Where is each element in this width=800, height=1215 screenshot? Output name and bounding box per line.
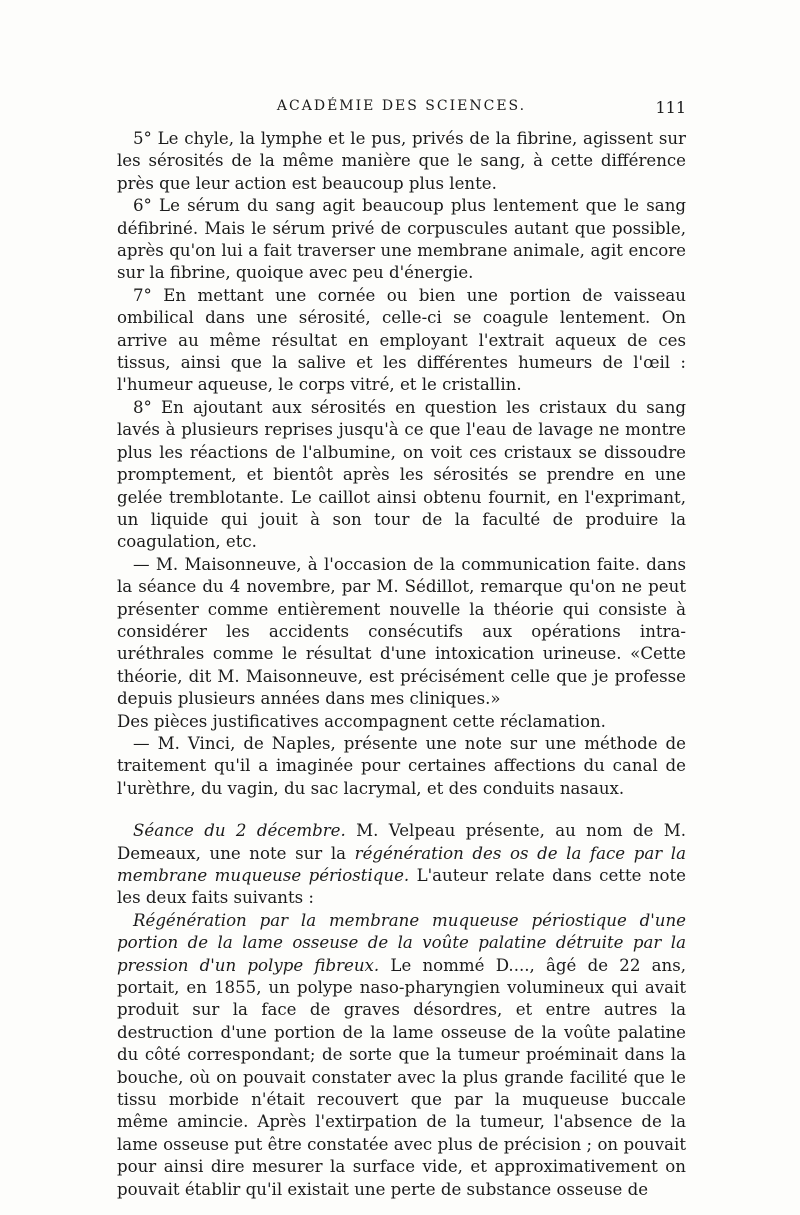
paragraph-5: 5° Le chyle, la lymphe et le pus, privés de la fibrine, agissent sur les sérosités de la même manière que le sang, à cette différence près que leur action est beaucoup plus lente. — [117, 129, 686, 193]
journal-title: ACADÉMIE DES SCIENCES. — [276, 98, 527, 114]
body-text — [117, 128, 686, 1201]
section-gap — [117, 800, 686, 820]
paragraph-maisonneuve: — M. Maisonneuve, à l'occasion de la communication faite. dans la séance du 4 novembre, par M. Sédillot, remarque qu'on ne peut présenter comme entièrement nouvelle la théorie qui consiste à considérer les accidents consécutifs aux opérations intra-uréthrales comme le résultat d'une intoxication urineuse. «Cette théorie, dit M. Maisonneuve, est précisément celle que je professe depuis plusieurs années dans mes cliniques.» — [117, 554, 686, 709]
note-title: régénération des os de la face par la membrane muqueuse périostique. — [117, 843, 686, 885]
case-title: Régénération par la membrane muqueuse périostique d'une portion de la lame osseuse de la voûte palatine détruite par la pression d'un polype fibreux. — [117, 910, 686, 975]
paragraph-8: 8° En ajoutant aux sérosités en question les cristaux du sang lavés à plusieurs reprises jusqu'à ce que l'eau de lavage ne montre plus les réactions de l'albumine, on voit ces cristaux se dissoudre promptement, et bientôt après les sérosités se prendre en une gelée tremblotante. Le caillot ainsi obtenu fournit, en l'exprimant, un liquide qui jouit à son tour de la faculté de produire la coagulation, etc. — [117, 397, 686, 552]
seance-intro: M. Velpeau présente, au nom de M. Demeaux, une note sur la — [117, 821, 686, 863]
page-number: 111 — [655, 98, 686, 117]
seance-date: Séance du 2 décembre. — [133, 821, 346, 841]
seance-intro-end: L'auteur relate dans cette note les deux faits suivants : — [117, 866, 687, 908]
case-paragraph — [117, 910, 686, 1201]
paragraph-6: 6° Le sérum du sang agit beaucoup plus lentement que le sang défibriné. Mais le sérum privé de corpuscules autant que possible, après qu'on lui a fait traverser une membrane animale, agit encore sur la fibrine, quoique avec peu d'énergie. — [117, 196, 686, 283]
case-text: Le nommé D...., âgé de 22 ans, portait, en 1855, un polype naso-pharyngien volumineux qui avait produit sur la face de graves désordres, et entre autres la destruction d'une portion de la lame osseuse de la voûte palatine du côté correspondant; de sorte que la tumeur proéminait dans la bouche, où on pouvait constater avec la plus grande facilité que le tissu morbide n'était recouvert que par la muqueuse buccale même amincie. Après l'extirpation de la tumeur, l'absence de la lame osseuse put être constatée avec plus de précision ; on pouvait pour ainsi dire mesurer la surface vide, et approximativement on pouvait établir qu'il existait une perte de substance osseuse de — [117, 955, 687, 1199]
paragraph-vinci: — M. Vinci, de Naples, présente une note sur une méthode de traitement qu'il a imaginée pour certaines affections du canal de l'urèthre, du vagin, du sac lacrymal, et des conduits nasaux. — [117, 733, 686, 798]
running-header — [117, 98, 686, 120]
paragraph-7: 7° En mettant une cornée ou bien une portion de vaisseau ombilical dans une sérosité, celle-ci se coagule lentement. On arrive au même résultat en employant l'extrait aqueux de ces tissus, ainsi que la salive et les différentes humeurs de l'œil : l'humeur aqueuse, le corps vitré, et le cristallin. — [117, 285, 686, 395]
paragraph-pieces: Des pièces justificatives accompagnent cette réclamation. — [117, 711, 606, 731]
seance-paragraph — [117, 820, 686, 910]
